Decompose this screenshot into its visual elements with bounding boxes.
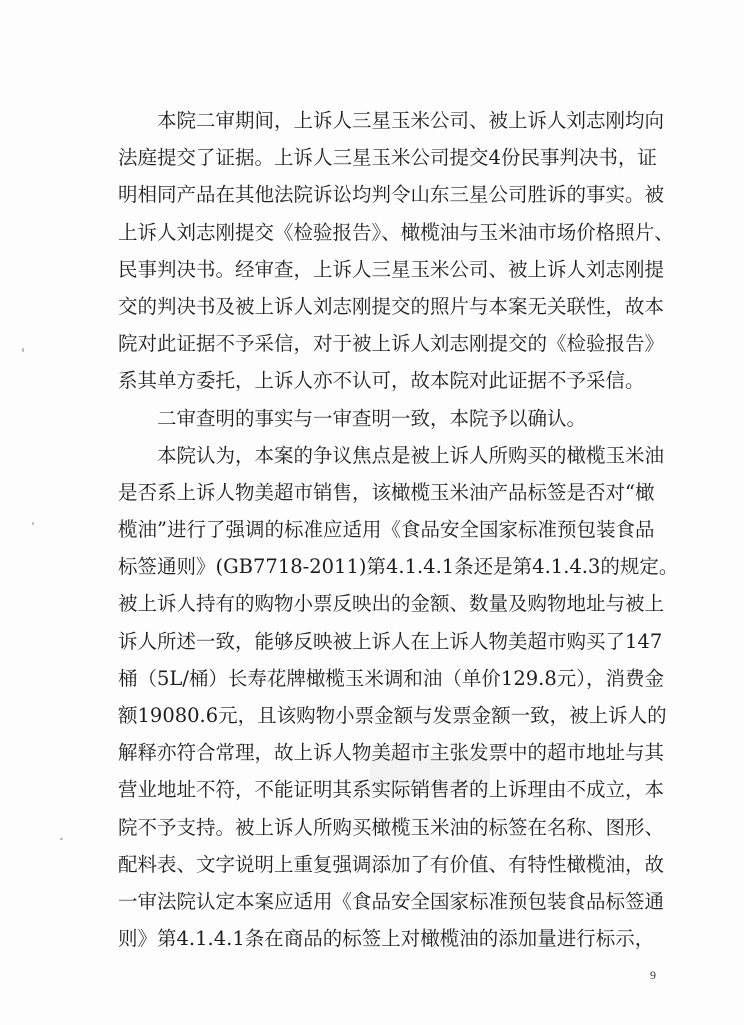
body-text <box>118 102 678 957</box>
text-line: 桶（5L/桶）长寿花牌橄榄玉米调和油（单价129.8元），消费金 <box>118 666 665 690</box>
text-line: 榄油”进行了强调的标准应适用《食品安全国家标准预包装食品 <box>118 518 655 542</box>
text-line: 是否系上诉人物美超市销售，该橄榄玉米油产品标签是否对“橄 <box>118 480 655 504</box>
text-line: 解释亦符合常理，故上诉人物美超市主张发票中的超市地址与其 <box>118 741 665 765</box>
text-line: 标签通则》(GB7718-2011)第4.1.4.1条还是第4.1.4.3的规定。 <box>118 555 679 579</box>
scan-speck <box>60 838 63 840</box>
text-line: 本院二审期间，上诉人三星玉米公司、被上诉人刘志刚均向 <box>118 109 665 132</box>
scan-speck <box>22 348 24 352</box>
text-line: 额19080.6元，且该购物小票金额与发票金额一致，被上诉人的 <box>118 704 667 727</box>
page-number: 9 <box>650 968 656 982</box>
text-line: 一审法院认定本案应适用《食品安全国家标准预包装食品标签通 <box>118 889 665 913</box>
text-line: 则》第4.1.4.1条在商品的标签上对橄榄油的添加量进行标示， <box>118 927 655 951</box>
text-line: 营业地址不符，不能证明其系实际销售者的上诉理由不成立，本 <box>118 778 665 802</box>
text-line: 本院认为，本案的争议焦点是被上诉人所购买的橄榄玉米油 <box>118 443 665 467</box>
text-line: 配料表、文字说明上重复强调添加了有价值、有特性橄榄油，故 <box>118 852 665 876</box>
text-line: 院不予支持。被上诉人所购买橄榄玉米油的标签在名称、图形、 <box>118 815 665 839</box>
text-line: 交的判决书及被上诉人刘志刚提交的照片与本案无关联性，故本 <box>118 294 665 318</box>
text-line: 被上诉人持有的购物小票反映出的金额、数量及购物地址与被上 <box>118 592 665 616</box>
text-line: 民事判决书。经审查，上诉人三星玉米公司、被上诉人刘志刚提 <box>118 257 665 281</box>
scan-speck <box>32 522 34 525</box>
text-line: 诉人所述一致，能够反映被上诉人在上诉人物美超市购买了147 <box>118 629 663 653</box>
text-line: 明相同产品在其他法院诉讼均判令山东三星公司胜诉的事实。被 <box>118 183 665 207</box>
text-line: 法庭提交了证据。上诉人三星玉米公司提交4份民事判决书，证 <box>118 146 657 170</box>
text-line: 上诉人刘志刚提交《检验报告》、橄榄油与玉米油市场价格照片、 <box>118 220 674 244</box>
text-line: 系其单方委托，上诉人亦不认可，故本院对此证据不予采信。 <box>118 369 645 393</box>
text-line: 二审查明的事实与一审查明一致，本院予以确认。 <box>118 406 587 430</box>
text-line: 院对此证据不予采信，对于被上诉人刘志刚提交的《检验报告》 <box>118 332 665 356</box>
